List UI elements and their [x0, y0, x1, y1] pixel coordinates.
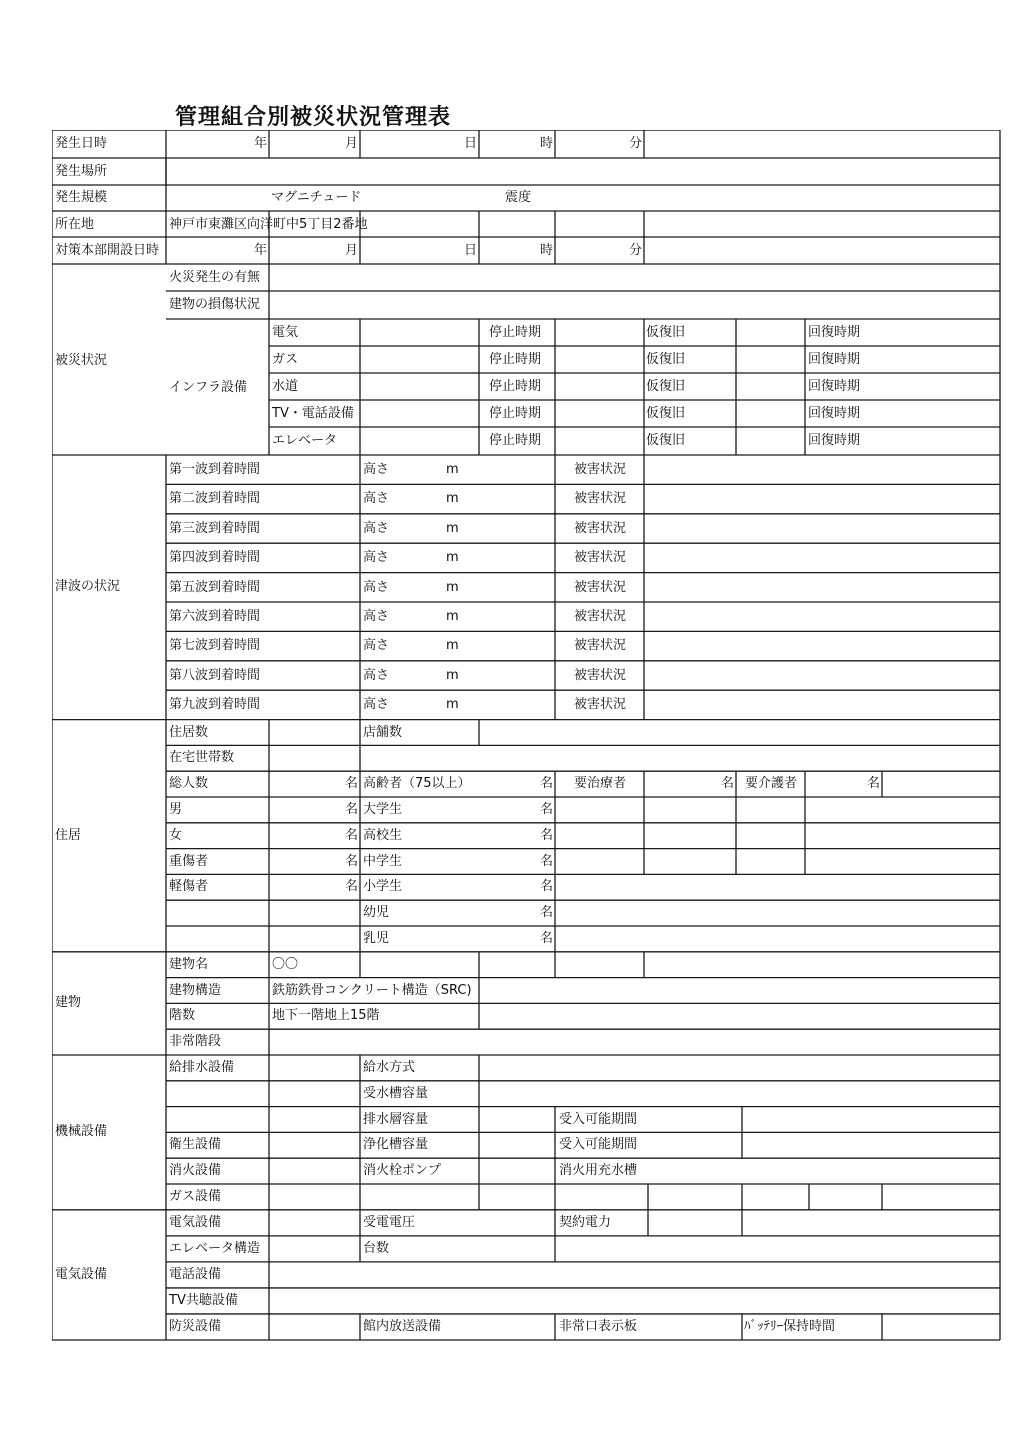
contract-power-label: 契約電力: [559, 1214, 612, 1230]
infra-item: 水道: [272, 379, 299, 394]
meter-unit: m: [446, 491, 459, 507]
receiving-tank-label: 受水槽容量: [363, 1085, 429, 1101]
minute-label: 分: [628, 136, 642, 151]
hydrant-pump-label: 消火栓ポンプ: [363, 1163, 442, 1179]
infra-item: ガス: [272, 352, 299, 367]
infra-label: インフラ設備: [169, 380, 248, 395]
residence-count-label: 総人数: [169, 776, 209, 792]
person-unit: 名: [344, 853, 358, 869]
wave-arrival-label: 第九波到着時間: [169, 697, 261, 713]
day-label: 日: [463, 136, 477, 151]
electrical-section-label: 電気設備: [55, 1266, 108, 1282]
meter-unit: m: [446, 550, 459, 566]
medical-label: 要治療者: [573, 776, 626, 792]
damage-status-label: 被害状況: [573, 697, 626, 713]
hour-label: 時: [539, 136, 553, 151]
person-unit: 名: [539, 905, 553, 921]
meter-unit: m: [446, 638, 459, 654]
stop-label: 停止時期: [489, 406, 542, 421]
stop-label: 停止時期: [489, 379, 542, 394]
damage-section-label: 被災状況: [55, 353, 108, 368]
restore-label: 回復時期: [808, 433, 861, 448]
hour-label: 時: [539, 243, 553, 258]
location-label: 所在地: [55, 217, 95, 232]
meter-unit: m: [446, 697, 459, 713]
residence-age-label: 幼児: [363, 905, 390, 921]
restore-label: 回復時期: [808, 325, 861, 340]
meter-unit: m: [446, 520, 459, 536]
residence-age-label: 中学生: [363, 853, 403, 869]
damage-status-label: 被害状況: [573, 550, 626, 566]
residence-age-label: 乳児: [363, 931, 390, 946]
temp-restore-label: 仮復旧: [646, 433, 686, 448]
person-unit: 名: [539, 802, 553, 817]
exit-sign-label: 非常口表示板: [559, 1318, 638, 1334]
meter-unit: m: [446, 609, 459, 624]
building-structure-label: 建物構造: [169, 982, 222, 998]
meter-unit: m: [446, 667, 459, 683]
temp-restore-label: 仮復旧: [646, 379, 686, 394]
damage-status-label: 被害状況: [573, 491, 626, 507]
occurrence-place-label: 発生場所: [55, 164, 108, 179]
height-label: 高さ: [363, 462, 390, 477]
wave-arrival-label: 第二波到着時間: [169, 491, 261, 507]
floors-label: 階数: [169, 1008, 196, 1024]
meter-unit: m: [446, 462, 459, 477]
gas-label: ガス設備: [169, 1189, 222, 1204]
person-unit: 名: [539, 776, 553, 792]
magnitude-label: マグニチュード: [271, 190, 362, 205]
residence-age-label: 小学生: [363, 879, 403, 895]
electric-label: 電気設備: [169, 1214, 222, 1230]
temp-restore-label: 仮復旧: [646, 352, 686, 367]
form-title: 管理組合別被災状況管理表: [175, 105, 452, 130]
shops-label: 店舗数: [363, 724, 403, 740]
acceptable-period-label: 受入可能期間: [559, 1137, 638, 1153]
floors-value: 地下一階地上15階: [272, 1008, 380, 1024]
person-unit: 名: [344, 776, 358, 792]
person-unit: 名: [539, 879, 553, 895]
fire-water-tank-label: 消火用充水槽: [559, 1163, 638, 1179]
building-name-value: 〇〇: [272, 956, 299, 972]
tsunami-section-label: 津波の状況: [55, 579, 121, 595]
height-label: 高さ: [363, 491, 390, 507]
temp-restore-label: 仮復旧: [646, 406, 686, 421]
month-label: 月: [344, 243, 358, 258]
fire-fighting-label: 消火設備: [169, 1163, 222, 1179]
emergency-stairs-label: 非常階段: [169, 1034, 222, 1050]
wave-arrival-label: 第三波到着時間: [169, 520, 261, 536]
mechanical-section-label: 機械設備: [55, 1124, 108, 1140]
meter-unit: m: [446, 579, 459, 595]
wave-arrival-label: 第八波到着時間: [169, 667, 261, 683]
height-label: 高さ: [363, 697, 390, 713]
temp-restore-label: 仮復旧: [646, 325, 686, 340]
wave-arrival-label: 第四波到着時間: [169, 550, 261, 566]
height-label: 高さ: [363, 667, 390, 683]
wave-arrival-label: 第一波到着時間: [169, 462, 261, 477]
residence-section-label: 住居: [55, 827, 82, 843]
restore-label: 回復時期: [808, 352, 861, 367]
building-structure-value: 鉄筋鉄骨コンクリート構造（SRC): [272, 982, 472, 998]
damage-status-label: 被害状況: [573, 638, 626, 654]
home-households-label: 在宅世帯数: [169, 750, 235, 766]
infra-item: TV・電話設備: [272, 406, 354, 421]
infra-item: 電気: [272, 325, 299, 340]
sanitary-label: 衛生設備: [169, 1137, 222, 1153]
residence-count-label: 重傷者: [169, 853, 209, 869]
disaster-prevention-label: 防災設備: [169, 1318, 222, 1334]
building-damage-label: 建物の損傷状況: [169, 297, 261, 312]
residence-count-label: 男: [169, 802, 183, 817]
person-unit: 名: [344, 879, 358, 895]
water-supply-drain-label: 給排水設備: [169, 1060, 235, 1075]
damage-status-label: 被害状況: [573, 609, 626, 624]
damage-status-label: 被害状況: [573, 462, 626, 477]
person-unit: 名: [344, 802, 358, 817]
elevator-structure-label: エレベータ構造: [169, 1240, 261, 1256]
telephone-label: 電話設備: [169, 1266, 222, 1282]
restore-label: 回復時期: [808, 379, 861, 394]
households-label: 住居数: [169, 724, 209, 740]
wave-arrival-label: 第七波到着時間: [169, 638, 261, 654]
building-name-label: 建物名: [169, 956, 209, 972]
person-unit: 名: [720, 776, 734, 792]
received-voltage-label: 受電電圧: [363, 1214, 416, 1230]
damage-status-label: 被害状況: [573, 667, 626, 683]
person-unit: 名: [539, 931, 553, 946]
height-label: 高さ: [363, 520, 390, 536]
seismic-intensity-label: 震度: [504, 190, 531, 205]
height-label: 高さ: [363, 638, 390, 654]
day-label: 日: [463, 243, 477, 258]
year-label: 年: [253, 136, 267, 151]
water-supply-method-label: 給水方式: [363, 1060, 416, 1075]
residence-count-label: 軽傷者: [169, 879, 209, 895]
person-unit: 名: [539, 853, 553, 869]
septic-tank-label: 浄化槽容量: [363, 1137, 429, 1153]
location-value: 神戸市東灘区向洋町中5丁目2番地: [169, 217, 368, 232]
residence-count-label: 女: [169, 827, 183, 843]
height-label: 高さ: [363, 609, 390, 624]
occurrence-datetime-label: 発生日時: [55, 136, 108, 151]
person-unit: 名: [866, 776, 880, 792]
units-label: 台数: [363, 1240, 390, 1256]
minute-label: 分: [628, 243, 642, 258]
month-label: 月: [344, 136, 358, 151]
height-label: 高さ: [363, 579, 390, 595]
battery-time-label: ﾊﾞｯﾃﾘｰ保持時間: [744, 1318, 836, 1334]
drain-tank-label: 排水層容量: [363, 1111, 429, 1127]
person-unit: 名: [539, 827, 553, 843]
person-unit: 名: [344, 827, 358, 843]
care-label: 要介護者: [744, 776, 797, 792]
residence-age-label: 高校生: [363, 827, 403, 843]
wave-arrival-label: 第六波到着時間: [169, 609, 261, 624]
damage-status-label: 被害状況: [573, 579, 626, 595]
stop-label: 停止時期: [489, 325, 542, 340]
building-section-label: 建物: [55, 995, 82, 1011]
stop-label: 停止時期: [489, 433, 542, 448]
damage-status-table: [52, 130, 1002, 1342]
broadcast-label: 館内放送設備: [363, 1318, 442, 1334]
wave-arrival-label: 第五波到着時間: [169, 579, 261, 595]
stop-label: 停止時期: [489, 352, 542, 367]
hq-open-datetime-label: 対策本部開設日時: [55, 243, 160, 258]
infra-item: エレベータ: [272, 433, 338, 448]
scale-label: 発生規模: [55, 190, 108, 205]
year-label: 年: [253, 243, 267, 258]
acceptable-period-label: 受入可能期間: [559, 1111, 638, 1127]
height-label: 高さ: [363, 550, 390, 566]
fire-label: 火災発生の有無: [169, 270, 261, 285]
tv-antenna-label: TV共聴設備: [169, 1292, 238, 1308]
restore-label: 回復時期: [808, 406, 861, 421]
damage-status-label: 被害状況: [573, 520, 626, 536]
residence-age-label: 高齢者（75以上）: [363, 776, 471, 792]
residence-age-label: 大学生: [363, 802, 403, 817]
